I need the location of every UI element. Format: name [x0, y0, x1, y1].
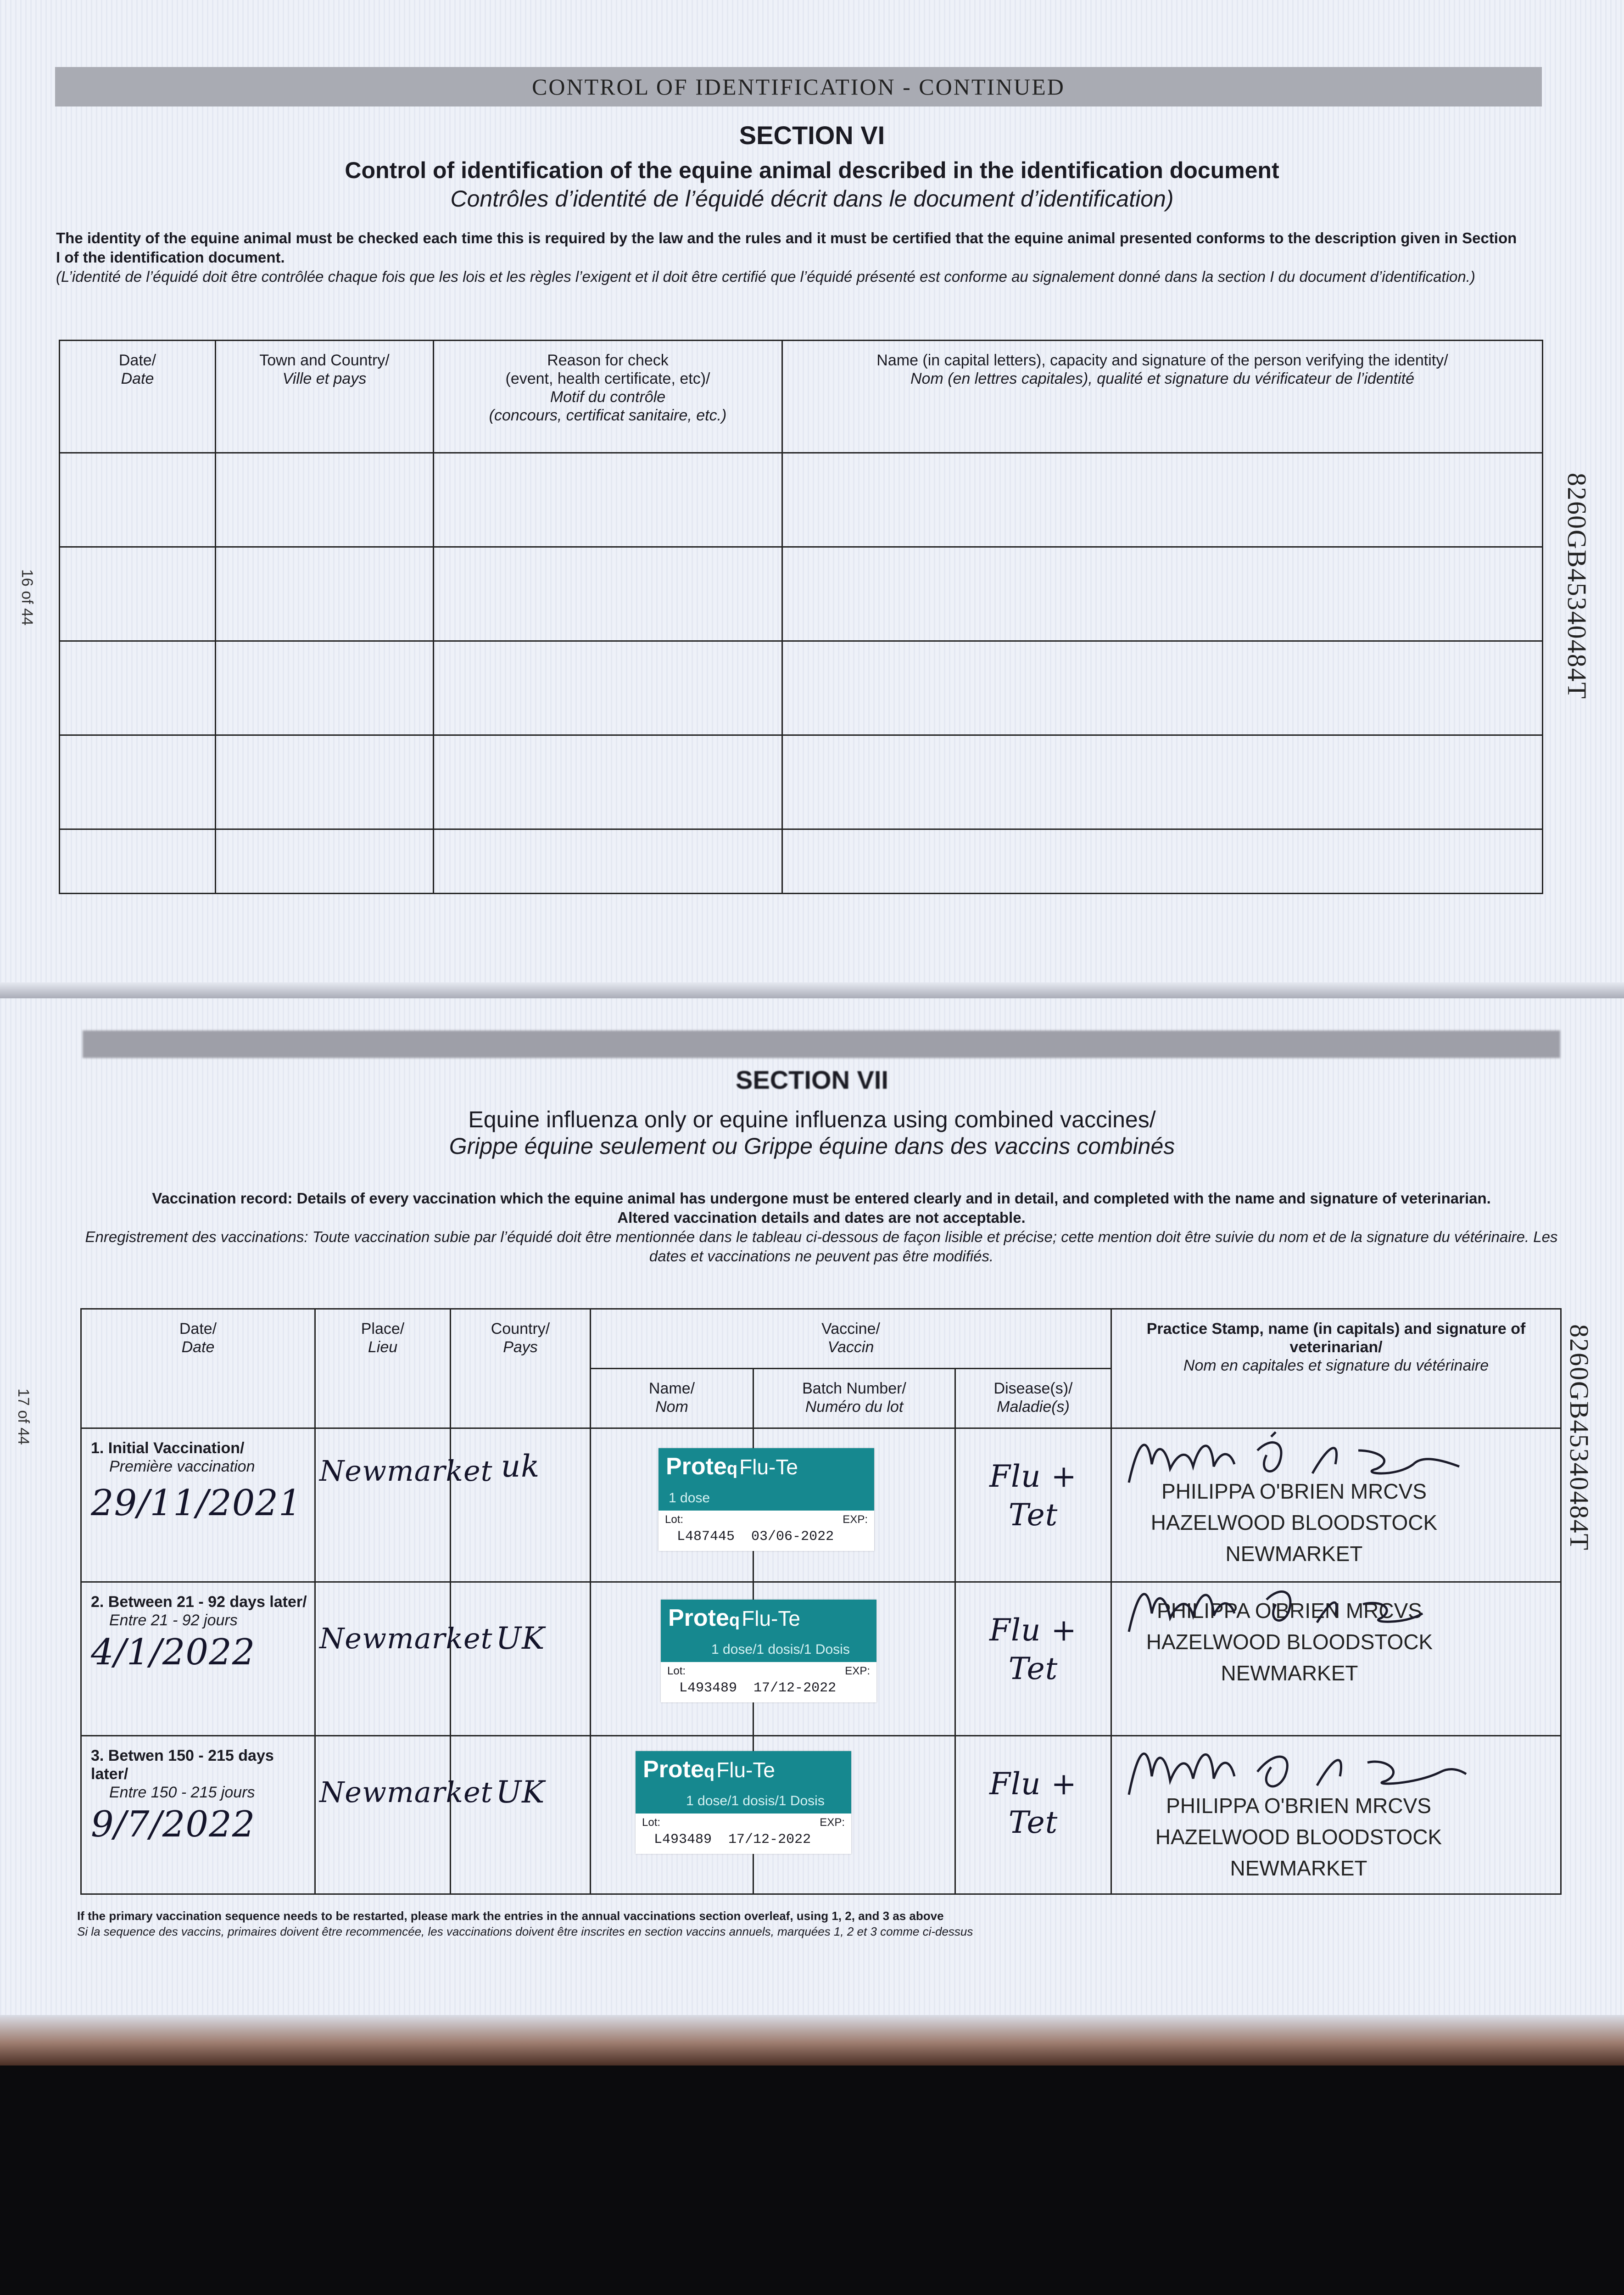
row-disease-cell: Flu + Tet [955, 1428, 1111, 1582]
footnote-en: If the primary vaccination sequence needs to be restarted, please mark the entries in the annual vaccinations section overleaf, using 1, 2, and 3 as above [77, 1909, 944, 1923]
row-date-cell: 1. Initial Vaccination/ Première vaccination 29/11/2021 [81, 1428, 315, 1582]
vet-signature-1 [1120, 1423, 1468, 1492]
row-date-cell: 3. Betwen 150 - 215 days later/ Entre 150 - 215 jours 9/7/2022 [81, 1736, 315, 1894]
page-number: 16 of 44 [18, 569, 36, 626]
footnote-fr: Si la sequence des vaccins, primaires doivent être recommencée, les vaccinations doivent être inscrites en section vaccins annuels, marquées 1, 2 et 3 comme ci-dessus [77, 1925, 973, 1938]
row-place-cell: Newmarket [315, 1736, 451, 1894]
table-row [60, 641, 1543, 735]
col-practice-header: Practice Stamp, name (in capitals) and signature of veterinarian/ Nom en capitales et signature du vétérinaire [1111, 1309, 1561, 1428]
intro-fr: (L’identité de l’équidé doit être contrôlée chaque fois que les lois et les règles l’exigent et il doit être certifié que l’équidé présenté est conforme au signalement donné dans la section I du document d’identification.) [56, 268, 1475, 285]
page-16 [0, 0, 1624, 998]
table-row [60, 453, 1543, 547]
row-disease-cell: Flu + Tet [955, 1736, 1111, 1894]
vet-stamp-1: PHILIPPA O'BRIEN MRCVS HAZELWOOD BLOODSTOCK NEWMARKET [1150, 1479, 1438, 1566]
vaccine-sticker-3: ProteqFlu-Te 1 dose/1 dosis/1 Dosis Lot: EXP: L493489 17/12-2022 [636, 1751, 851, 1854]
passport-number: 8260GB45340484T [1564, 1324, 1594, 1551]
vaccine-sticker-1: ProteqFlu-Te 1 dose Lot: EXP: L487445 03/06-2022 [659, 1448, 874, 1551]
col-date-header: Date/ Date [60, 341, 216, 453]
intro-en: The identity of the equine animal must be checked each time this is required by the law and the rules and it must be certified that the equine animal presented conforms to the description given in Section I of the identification document. [56, 230, 1517, 266]
banner-text: CONTROL OF IDENTIFICATION - CONTINUED [532, 74, 1065, 100]
handwritten-date: 9/7/2022 [91, 1804, 256, 1845]
row-country-cell: uk [451, 1428, 591, 1582]
handwritten-date: 4/1/2022 [91, 1632, 256, 1673]
page-17 [0, 998, 1624, 2029]
section-heading: SECTION VI [739, 121, 885, 150]
vet-signature-2 [1120, 1572, 1468, 1641]
table-row [60, 735, 1543, 829]
col-vaccine-header: Vaccine/ Vaccin [591, 1309, 1111, 1369]
intro-en-2: Altered vaccination details and dates are not acceptable. [617, 1209, 1026, 1226]
section-heading: SECTION VII [736, 1065, 888, 1094]
row-place-cell: Newmarket [315, 1428, 451, 1582]
row-place-cell: Newmarket [315, 1582, 451, 1736]
row-country-cell: UK [451, 1582, 591, 1736]
row-country-cell: UK [451, 1736, 591, 1894]
intro-paragraph [56, 229, 1520, 286]
table-header-row [60, 341, 1543, 453]
intro-fr: Enregistrement des vaccinations: Toute vaccination subie par l’équidé doit être mentionnée dans le tableau ci-dessous de façon lisible et précise; cette mention doit être suivie du nom et de la signature du vétérinaire. Les dates et vaccinations ne peuvent pas être modifiés. [85, 1228, 1558, 1265]
vet-stamp-2: PHILIPPA O'BRIEN MRCVS HAZELWOOD BLOODSTOCK NEWMARKET [1146, 1599, 1433, 1685]
row-disease-cell: Flu + Tet [955, 1582, 1111, 1736]
col-reason-header: Reason for check (event, health certificate, etc)/ Motif du contrôle (concours, certificat sanitaire, etc.) [434, 341, 782, 453]
section-banner-blurred [83, 1030, 1560, 1058]
col-batch-header: Batch Number/ Numéro du lot [753, 1369, 955, 1428]
section-title-fr: Contrôles d’identité de l’équidé décrit dans le document d’identification) [450, 186, 1174, 212]
handwritten-date: 29/11/2021 [91, 1483, 302, 1524]
section-title-fr: Grippe équine seulement ou Grippe équine dans des vaccins combinés [449, 1133, 1175, 1159]
col-name-header: Name/ Nom [591, 1369, 753, 1428]
identification-check-table [59, 340, 1543, 894]
vaccination-intro [83, 1189, 1560, 1266]
col-place-header: Place/ Lieu [315, 1309, 451, 1428]
section-title: Control of identification of the equine animal described in the identification document [345, 157, 1279, 183]
table-header-row [81, 1309, 1561, 1369]
col-disease-header: Disease(s)/ Maladie(s) [955, 1369, 1111, 1428]
col-date-header: Date/ Date [81, 1309, 315, 1428]
col-town-header: Town and Country/ Ville et pays [216, 341, 434, 453]
col-country-header: Country/ Pays [451, 1309, 591, 1428]
footnote [77, 1908, 973, 1939]
table-row [60, 547, 1543, 641]
vet-signature-3 [1120, 1730, 1468, 1804]
intro-en: Vaccination record: Details of every vaccination which the equine animal has undergone must be entered clearly and in detail, and completed with the name and signature of veterinarian. [152, 1190, 1491, 1207]
passport-number: 8260GB45340484T [1562, 473, 1592, 700]
page-number: 17 of 44 [15, 1388, 32, 1445]
vet-stamp-3: PHILIPPA O'BRIEN MRCVS HAZELWOOD BLOODSTOCK NEWMARKET [1155, 1794, 1442, 1880]
vaccine-sticker-2: ProteqFlu-Te 1 dose/1 dosis/1 Dosis Lot: EXP: L493489 17/12-2022 [661, 1600, 876, 1702]
col-verifier-header: Name (in capital letters), capacity and signature of the person verifying the identity/ Nom (en lettres capitales), qualité et signature du vérificateur de l’identité [782, 341, 1543, 453]
section-banner [55, 67, 1542, 106]
row-date-cell: 2. Between 21 - 92 days later/ Entre 21 - 92 jours 4/1/2022 [81, 1582, 315, 1736]
section-title: Equine influenza only or equine influenza using combined vaccines/ [468, 1107, 1156, 1132]
table-row [60, 829, 1543, 894]
book-bottom-edge [0, 2015, 1624, 2066]
